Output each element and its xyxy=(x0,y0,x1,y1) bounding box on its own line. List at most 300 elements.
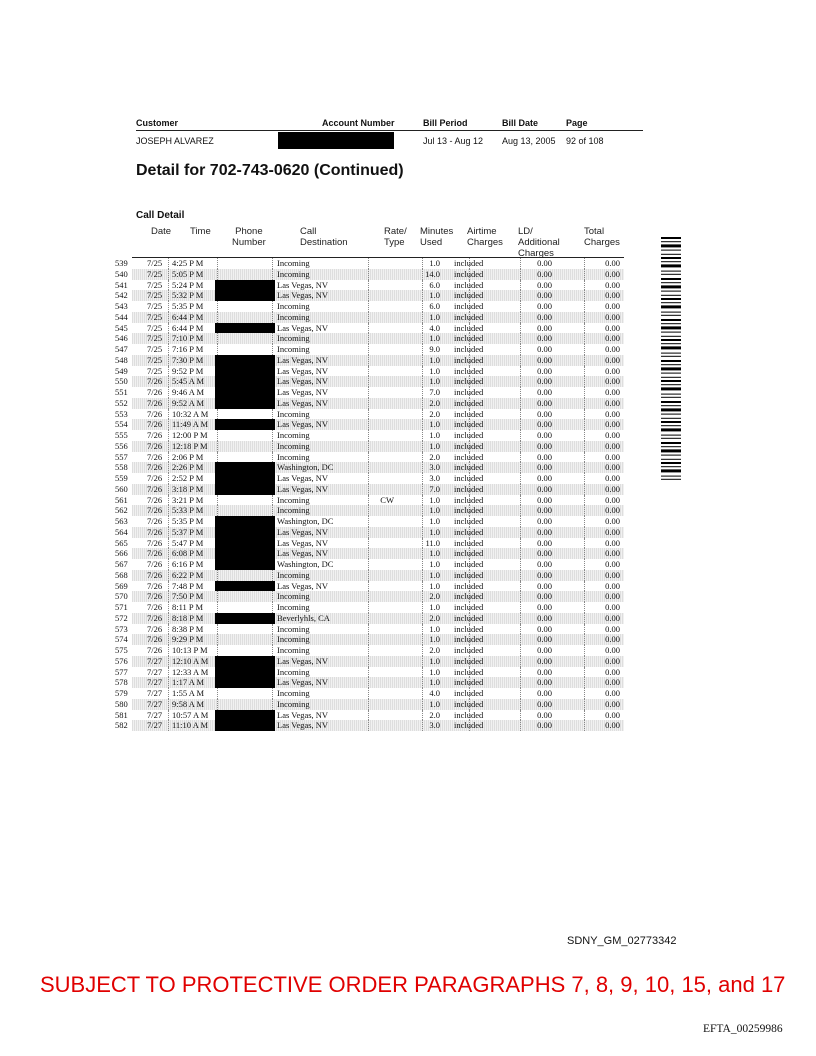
phone-number-redaction xyxy=(215,677,275,688)
line-number: 570 xyxy=(115,591,128,602)
cell-airtime: included xyxy=(454,419,484,430)
column-separator xyxy=(584,624,585,635)
barcode-bar xyxy=(661,326,681,329)
cell-destination: Incoming xyxy=(277,645,310,655)
barcode-bar xyxy=(661,339,681,341)
table-row xyxy=(115,537,624,549)
barcode-bar xyxy=(661,319,681,321)
column-separator xyxy=(422,602,423,613)
column-separator xyxy=(422,462,423,473)
cell-time: 5:37 P M xyxy=(172,526,204,537)
column-separator xyxy=(168,312,169,323)
cell-minutes: 1.0 xyxy=(429,290,440,301)
cell-date: 7/25 xyxy=(147,268,163,279)
col-header-rate-type: Rate/ Type xyxy=(384,226,407,248)
column-separator xyxy=(584,430,585,441)
column-separator xyxy=(520,559,521,570)
barcode-bar xyxy=(661,343,681,344)
cell-airtime: included xyxy=(454,580,484,591)
column-separator xyxy=(368,473,369,484)
column-separator xyxy=(584,634,585,645)
column-separator xyxy=(422,419,423,430)
table-row xyxy=(115,569,624,581)
cell-minutes: 1.0 xyxy=(429,634,440,645)
cell-destination: Las Vegas, NV xyxy=(277,483,329,494)
column-separator xyxy=(520,430,521,441)
cell-airtime: included xyxy=(454,537,484,548)
cell-date: 7/26 xyxy=(147,462,163,473)
cell-ld-charges: 0.00 xyxy=(537,505,552,516)
table-row xyxy=(115,397,624,409)
cell-date: 7/26 xyxy=(147,612,163,623)
cell-time: 6:44 P M xyxy=(172,311,204,322)
column-separator xyxy=(422,366,423,377)
column-separator xyxy=(422,527,423,538)
cell-total: 0.00 xyxy=(605,322,620,333)
table-row xyxy=(115,387,624,398)
col-header-airtime: Airtime Charges xyxy=(467,226,503,248)
line-number: 540 xyxy=(115,268,128,279)
cell-destination: Las Vegas, NV xyxy=(277,655,329,666)
column-separator xyxy=(368,538,369,549)
cell-minutes: 4.0 xyxy=(429,688,440,698)
column-separator xyxy=(584,333,585,344)
barcode-bar xyxy=(661,446,681,447)
column-separator xyxy=(368,602,369,613)
column-separator xyxy=(217,688,218,699)
cell-airtime: included xyxy=(454,322,484,333)
barcode-bar xyxy=(661,332,681,333)
cell-ld-charges: 0.00 xyxy=(537,462,552,473)
cell-time: 5:32 P M xyxy=(172,290,204,301)
line-number: 559 xyxy=(115,473,128,483)
cell-minutes: 2.0 xyxy=(429,397,440,408)
column-separator xyxy=(168,333,169,344)
cell-minutes: 3.0 xyxy=(429,462,440,473)
barcode-bar xyxy=(661,414,681,415)
col-header-phone: Phone Number xyxy=(232,226,266,248)
barcode-bar xyxy=(661,261,681,262)
column-separator xyxy=(168,688,169,699)
column-separator xyxy=(422,441,423,452)
barcode-bar xyxy=(661,462,681,464)
cell-ld-charges: 0.00 xyxy=(537,526,552,537)
column-separator xyxy=(584,688,585,699)
column-separator xyxy=(217,301,218,312)
column-separator xyxy=(584,312,585,323)
column-separator xyxy=(217,634,218,645)
cell-airtime: included xyxy=(454,440,484,451)
barcode-bar xyxy=(661,291,681,292)
column-separator xyxy=(520,645,521,656)
cell-airtime: included xyxy=(454,258,484,268)
column-separator xyxy=(584,366,585,377)
table-row xyxy=(115,580,624,592)
cell-time: 7:50 P M xyxy=(172,591,204,602)
column-separator xyxy=(520,419,521,430)
column-separator xyxy=(168,409,169,420)
cell-time: 3:21 P M xyxy=(172,494,204,505)
table-row xyxy=(115,698,624,710)
column-separator xyxy=(368,366,369,377)
column-separator xyxy=(584,720,585,731)
column-separator xyxy=(422,538,423,549)
column-separator xyxy=(584,280,585,291)
column-separator xyxy=(584,387,585,398)
cell-total: 0.00 xyxy=(605,387,620,397)
column-separator xyxy=(168,258,169,269)
cell-date: 7/26 xyxy=(147,397,163,408)
column-separator xyxy=(584,677,585,688)
cell-airtime: included xyxy=(454,526,484,537)
column-separator xyxy=(584,355,585,366)
column-separator xyxy=(520,688,521,699)
column-separator xyxy=(520,591,521,602)
cell-total: 0.00 xyxy=(605,666,620,677)
column-separator xyxy=(168,355,169,366)
barcode-bar xyxy=(661,356,681,357)
column-separator xyxy=(422,344,423,355)
column-separator xyxy=(422,516,423,527)
cell-total: 0.00 xyxy=(605,677,620,688)
column-separator xyxy=(168,624,169,635)
barcode-bar xyxy=(661,305,681,308)
cell-ld-charges: 0.00 xyxy=(537,387,552,397)
line-number: 543 xyxy=(115,301,128,311)
column-separator xyxy=(272,269,273,280)
cell-minutes: 1.0 xyxy=(429,655,440,666)
cell-time: 8:11 P M xyxy=(172,602,204,612)
column-separator xyxy=(168,484,169,495)
phone-number-redaction xyxy=(215,280,275,291)
table-row xyxy=(115,720,624,731)
cell-minutes: 11.0 xyxy=(425,537,440,548)
cell-date: 7/26 xyxy=(147,548,163,559)
cell-airtime: included xyxy=(454,376,484,387)
table-row xyxy=(115,548,624,559)
column-separator xyxy=(217,441,218,452)
cell-time: 7:30 P M xyxy=(172,354,204,365)
column-separator xyxy=(368,301,369,312)
column-separator xyxy=(368,591,369,602)
column-separator xyxy=(168,516,169,527)
cell-destination: Las Vegas, NV xyxy=(277,473,329,483)
call-detail-table xyxy=(115,257,624,731)
column-separator xyxy=(368,441,369,452)
cell-airtime: included xyxy=(454,301,484,311)
line-number: 568 xyxy=(115,569,128,580)
line-number: 556 xyxy=(115,440,128,451)
cell-destination: Incoming xyxy=(277,505,310,516)
barcode-bar xyxy=(661,397,681,398)
column-separator xyxy=(520,473,521,484)
line-number: 551 xyxy=(115,387,128,397)
column-separator xyxy=(168,634,169,645)
cell-date: 7/27 xyxy=(147,709,163,720)
cell-minutes: 1.0 xyxy=(429,559,440,569)
barcode-bar xyxy=(661,401,681,403)
col-header-total: Total Charges xyxy=(584,226,620,248)
cell-date: 7/26 xyxy=(147,473,163,483)
cell-airtime: included xyxy=(454,602,484,612)
barcode-bar xyxy=(661,377,681,378)
column-separator xyxy=(272,699,273,710)
cell-destination: Incoming xyxy=(277,301,310,311)
cell-minutes: 3.0 xyxy=(429,473,440,483)
barcode-bar xyxy=(661,278,681,280)
phone-number-redaction xyxy=(215,527,275,538)
cell-ld-charges: 0.00 xyxy=(537,440,552,451)
column-separator xyxy=(368,398,369,409)
cell-date: 7/27 xyxy=(147,698,163,709)
column-separator xyxy=(168,677,169,688)
customer-label: Customer xyxy=(136,118,179,128)
column-separator xyxy=(422,333,423,344)
cell-date: 7/26 xyxy=(147,537,163,548)
column-separator xyxy=(422,301,423,312)
cell-airtime: included xyxy=(454,268,484,279)
column-separator xyxy=(584,570,585,581)
col-header-minutes: Minutes Used xyxy=(420,226,454,248)
cell-date: 7/26 xyxy=(147,602,163,612)
line-number: 567 xyxy=(115,559,128,569)
cell-date: 7/27 xyxy=(147,666,163,677)
cell-destination: Incoming xyxy=(277,494,310,505)
cell-destination: Las Vegas, NV xyxy=(277,376,329,387)
phone-number-redaction xyxy=(215,376,275,387)
cell-destination: Incoming xyxy=(277,623,310,634)
cell-ld-charges: 0.00 xyxy=(537,354,552,365)
barcode-bar xyxy=(661,264,681,267)
column-separator xyxy=(368,516,369,527)
column-separator xyxy=(520,462,521,473)
column-separator xyxy=(217,430,218,441)
cell-total: 0.00 xyxy=(605,344,620,354)
col-header-time: Time xyxy=(190,226,211,237)
column-separator xyxy=(520,344,521,355)
cell-time: 8:38 P M xyxy=(172,623,204,634)
column-separator xyxy=(584,516,585,527)
column-separator xyxy=(368,376,369,387)
cell-airtime: included xyxy=(454,344,484,354)
column-separator xyxy=(272,688,273,699)
cell-date: 7/26 xyxy=(147,559,163,569)
phone-number-redaction xyxy=(215,366,275,377)
cell-ld-charges: 0.00 xyxy=(537,677,552,688)
column-separator xyxy=(217,258,218,269)
cell-time: 12:10 A M xyxy=(172,655,209,666)
column-separator xyxy=(584,505,585,516)
cell-minutes: 9.0 xyxy=(429,344,440,354)
barcode-bar xyxy=(661,387,681,390)
cell-airtime: included xyxy=(454,279,484,290)
line-number: 563 xyxy=(115,516,128,526)
cell-date: 7/25 xyxy=(147,258,163,268)
column-separator xyxy=(272,570,273,581)
table-row xyxy=(115,279,624,291)
cell-destination: Washington, DC xyxy=(277,559,334,569)
cell-airtime: included xyxy=(454,623,484,634)
column-separator xyxy=(168,452,169,463)
cell-time: 3:18 P M xyxy=(172,483,204,494)
table-row xyxy=(115,376,624,387)
cell-ld-charges: 0.00 xyxy=(537,559,552,569)
line-number: 560 xyxy=(115,483,128,494)
cell-destination: Incoming xyxy=(277,268,310,279)
line-number: 582 xyxy=(115,720,128,731)
cell-total: 0.00 xyxy=(605,462,620,473)
cell-total: 0.00 xyxy=(605,397,620,408)
table-row xyxy=(115,483,624,495)
column-separator xyxy=(168,344,169,355)
table-row xyxy=(115,505,624,516)
cell-ld-charges: 0.00 xyxy=(537,258,552,268)
cell-airtime: included xyxy=(454,516,484,526)
column-separator xyxy=(272,430,273,441)
column-separator xyxy=(520,516,521,527)
cell-ld-charges: 0.00 xyxy=(537,612,552,623)
line-number: 578 xyxy=(115,677,128,688)
cell-date: 7/26 xyxy=(147,376,163,387)
barcode-bar xyxy=(661,428,681,431)
cell-ld-charges: 0.00 xyxy=(537,602,552,612)
barcode-bar xyxy=(661,285,681,288)
cell-airtime: included xyxy=(454,333,484,344)
column-separator xyxy=(368,559,369,570)
cell-ld-charges: 0.00 xyxy=(537,666,552,677)
column-separator xyxy=(217,591,218,602)
barcode-bar xyxy=(661,257,681,259)
cell-minutes: 1.0 xyxy=(429,354,440,365)
column-separator xyxy=(584,667,585,678)
line-number: 547 xyxy=(115,344,128,354)
line-number: 572 xyxy=(115,612,128,623)
column-separator xyxy=(168,398,169,409)
barcode-bar xyxy=(661,380,681,382)
column-separator xyxy=(272,591,273,602)
column-separator xyxy=(368,699,369,710)
cell-airtime: included xyxy=(454,634,484,645)
column-separator xyxy=(520,505,521,516)
cell-total: 0.00 xyxy=(605,602,620,612)
column-separator xyxy=(520,280,521,291)
cell-total: 0.00 xyxy=(605,430,620,440)
cell-minutes: 1.0 xyxy=(429,376,440,387)
column-separator xyxy=(520,699,521,710)
cell-airtime: included xyxy=(454,365,484,376)
barcode-bar xyxy=(661,367,681,370)
cell-minutes: 14.0 xyxy=(425,268,440,279)
column-separator xyxy=(584,441,585,452)
cell-minutes: 2.0 xyxy=(429,591,440,602)
cell-ld-charges: 0.00 xyxy=(537,623,552,634)
cell-date: 7/25 xyxy=(147,290,163,301)
cell-total: 0.00 xyxy=(605,354,620,365)
table-row xyxy=(115,451,624,463)
cell-ld-charges: 0.00 xyxy=(537,709,552,720)
column-separator xyxy=(422,667,423,678)
column-separator xyxy=(584,548,585,559)
table-row xyxy=(115,301,624,312)
column-separator xyxy=(168,720,169,731)
column-separator xyxy=(272,409,273,420)
line-number: 561 xyxy=(115,494,128,505)
efta-id: EFTA_00259986 xyxy=(703,1023,783,1035)
column-separator xyxy=(422,559,423,570)
cell-total: 0.00 xyxy=(605,516,620,526)
table-row xyxy=(115,440,624,452)
cell-airtime: included xyxy=(454,548,484,559)
cell-date: 7/26 xyxy=(147,419,163,430)
cell-destination: Incoming xyxy=(277,430,310,440)
cell-minutes: 1.0 xyxy=(429,365,440,376)
cell-total: 0.00 xyxy=(605,333,620,344)
column-separator xyxy=(422,495,423,506)
cell-ld-charges: 0.00 xyxy=(537,397,552,408)
cell-minutes: 1.0 xyxy=(429,333,440,344)
column-separator xyxy=(584,656,585,667)
account-number-redaction xyxy=(278,132,394,149)
cell-time: 10:32 A M xyxy=(172,408,209,419)
cell-minutes: 7.0 xyxy=(429,387,440,397)
column-separator xyxy=(520,290,521,301)
column-separator xyxy=(368,505,369,516)
barcode-bar xyxy=(661,241,681,242)
cell-date: 7/26 xyxy=(147,440,163,451)
line-number: 545 xyxy=(115,322,128,333)
cell-date: 7/25 xyxy=(147,354,163,365)
cell-date: 7/26 xyxy=(147,623,163,634)
cell-airtime: included xyxy=(454,290,484,301)
column-separator xyxy=(168,581,169,592)
table-row xyxy=(115,290,624,301)
column-separator xyxy=(520,570,521,581)
cell-total: 0.00 xyxy=(605,688,620,698)
cell-minutes: 1.0 xyxy=(429,430,440,440)
line-number: 555 xyxy=(115,430,128,440)
column-separator xyxy=(368,409,369,420)
cell-ld-charges: 0.00 xyxy=(537,408,552,419)
cell-airtime: included xyxy=(454,666,484,677)
barcode-bar xyxy=(661,237,681,239)
cell-total: 0.00 xyxy=(605,612,620,623)
cell-ld-charges: 0.00 xyxy=(537,430,552,440)
phone-number-redaction xyxy=(215,720,275,731)
cell-airtime: included xyxy=(454,612,484,623)
column-separator xyxy=(368,269,369,280)
column-separator xyxy=(520,398,521,409)
column-separator xyxy=(368,452,369,463)
barcode-bar xyxy=(661,438,681,439)
barcode-bar xyxy=(661,435,681,436)
barcode xyxy=(661,237,681,480)
table-row xyxy=(115,677,624,688)
column-separator xyxy=(422,258,423,269)
cell-minutes: 1.0 xyxy=(429,311,440,322)
table-row xyxy=(115,688,624,699)
column-separator xyxy=(422,624,423,635)
document-id: SDNY_GM_02773342 xyxy=(567,935,677,947)
cell-date: 7/26 xyxy=(147,526,163,537)
cell-minutes: 2.0 xyxy=(429,408,440,419)
column-separator xyxy=(368,462,369,473)
column-separator xyxy=(584,323,585,334)
cell-total: 0.00 xyxy=(605,365,620,376)
cell-destination: Las Vegas, NV xyxy=(277,387,329,397)
barcode-bar xyxy=(661,405,681,406)
barcode-bar xyxy=(661,459,681,460)
column-separator xyxy=(520,624,521,635)
